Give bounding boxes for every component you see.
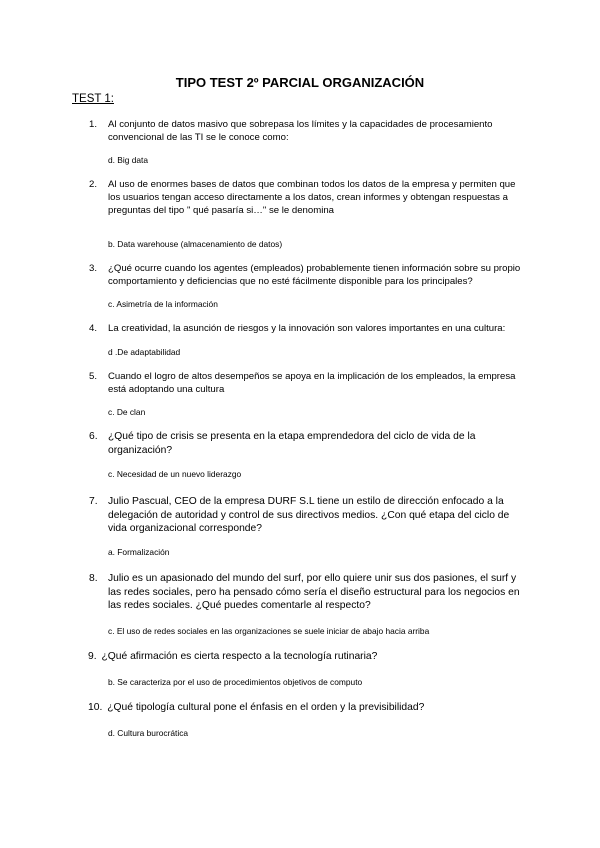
question-9 [88,650,528,664]
question-number: 7. [89,496,98,507]
section-heading: TEST 1: [72,93,114,105]
question-number: 5. [89,371,98,382]
question-6 [89,430,528,457]
answer-9: b. Se caracteriza por el uso de procedimientos objetivos de computo [108,677,363,687]
question-number: 10. [88,702,103,713]
question-text: Al uso de enormes bases de datos que combinan todos los datos de la empresa y permiten que los usuarios tengan acceso directamente a los datos, crean informes y obtengan respuestas a preguntas del tipo " qué pasaría si…" se le denomina [108,179,516,216]
page-title: TIPO TEST 2º PARCIAL ORGANIZACIÓN [175,75,425,90]
question-number: 3. [89,263,98,274]
answer-10: d. Cultura burocrática [108,728,189,738]
question-text: ¿Qué tipo de crisis se presenta en la etapa emprendedora del ciclo de vida de la organización? [108,431,476,456]
answer-8: c. El uso de redes sociales en las organizaciones se suele iniciar de abajo hacia arriba [108,626,430,636]
question-number: 6. [89,431,98,442]
question-text: La creatividad, la asunción de riesgos y la innovación son valores importantes en una cultura: [108,323,506,334]
question-10 [88,701,528,715]
question-number: 9. [88,651,97,662]
question-text: ¿Qué ocurre cuando los agentes (empleados) probablemente tienen información sobre su propio comportamiento y deficiencias que no esté fácilmente disponible para los principales? [108,263,521,287]
question-text: Julio Pascual, CEO de la empresa DURF S.L tiene un estilo de dirección enfocado a la delegación de autoridad y control de sus directivos medios. ¿Con qué etapa del ciclo de vida organizacional corresponde? [108,496,510,534]
question-text: Cuando el logro de altos desempeños se apoya en la implicación de los empleados, la empresa está adoptando una cultura [108,371,516,395]
answer-1: d. Big data [108,155,149,165]
answer-5: c. De clan [108,407,146,417]
question-number: 1. [89,119,98,130]
question-5 [89,370,528,396]
question-2 [89,178,528,217]
answer-7: a. Formalización [108,547,170,557]
question-7 [89,495,528,536]
question-text: Julio es un apasionado del mundo del surf, por ello quiere unir sus dos pasiones, el surf y las redes sociales, pero ha pensado cómo sería el diseño estructural para los negocios en las redes sociales. ¿Qué puedes comentarle al respecto? [108,573,520,611]
question-text: ¿Qué tipología cultural pone el énfasis en el orden y la previsibilidad? [107,702,425,713]
question-1 [89,118,528,144]
question-text: Al conjunto de datos masivo que sobrepasa los límites y la capacidades de procesamiento convencional de las TI se le conoce como: [108,119,493,143]
question-number: 2. [89,179,98,190]
question-text: ¿Qué afirmación es cierta respecto a la tecnología rutinaria? [101,651,378,662]
answer-4: d .De adaptabilidad [108,347,181,357]
answer-6: c. Necesidad de un nuevo liderazgo [108,469,242,479]
answer-3: c. Asimetría de la información [108,299,218,309]
question-4 [89,322,528,335]
question-number: 8. [89,573,98,584]
answer-2: b. Data warehouse (almacenamiento de datos) [108,239,283,249]
question-8 [89,572,528,613]
question-3 [89,262,528,288]
question-number: 4. [89,323,98,334]
